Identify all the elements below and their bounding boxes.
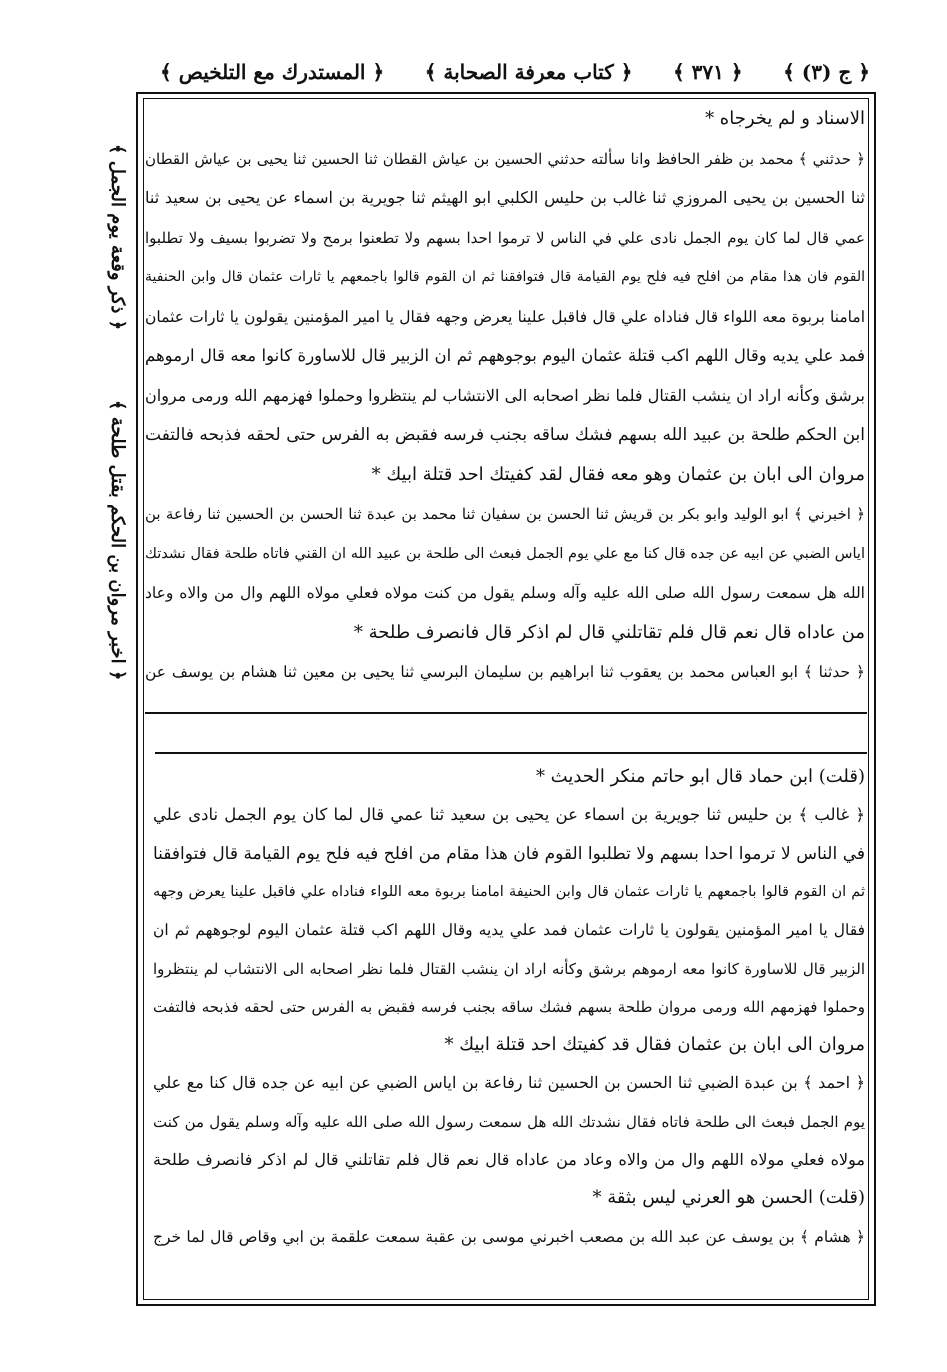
text-line: ﴿ هشام ﴾ بن يوسف عن عبد الله بن مصعب اخبرني موسى بن عقبة سمعت علقمة بن ابي وقاص قال لما خرج	[153, 1227, 865, 1246]
header-page-number: ﴿ ٣٧١ ﴾	[672, 60, 743, 84]
text-line: ثم ان القوم قالوا باجمعهم يا ثارات عثمان قال وابن الحنيفة امامنا بربوة معه اللواء فناداه علي فاقبل علينا يعرض وجهه	[153, 883, 865, 900]
text-line: الاسناد و لم يخرجاه *	[705, 108, 865, 129]
text-line: (قلت) الحسن هو العرني ليس بثقة *	[592, 1187, 865, 1209]
talkhis-top-rule	[155, 752, 867, 754]
text-line: الزبير قال للاساورة كانوا معه ارموهم برشق وكأنه اراد ان ينشب القتال فلما نظر اصحابه الى الانتشاب لم ينتظروا	[153, 959, 865, 978]
text-line: مروان الى ابان بن عثمان فقال قد كفيتك احد قتلة ابيك *	[444, 1034, 865, 1056]
running-header	[160, 52, 870, 92]
header-book-title: ﴿ المستدرك مع التلخيص ﴾	[160, 60, 385, 84]
text-line: ﴿ حدثنا ﴾ ابو العباس محمد بن يعقوب ثنا ابراهيم بن سليمان البرسي ثنا يحيى بن معين ثنا هشام بن يوسف عن	[145, 663, 865, 681]
text-line: مولاه فعلي مولاه اللهم وال من والاه وعاد من عاداه قال نعم قال فلم تقاتلني قال لم اذكر فانصرف طلحة	[153, 1150, 865, 1169]
margin-note: ﴿ ذكر وقعة يوم الجمل ﴾	[107, 143, 128, 330]
text-line: ﴿ غالب ﴾ بن حليس ثنا جويرية بن اسماء عن يحيى بن سعيد ثنا عمي قال لما كان يوم الجمل نادى علي	[153, 805, 865, 825]
text-line: الله هل سمعت رسول الله صلى الله عليه وآله وسلم يقول من كنت مولاه فعلي مولاه اللهم وال من والاه وعاد	[145, 584, 865, 602]
text-line: يوم الجمل فبعث الى طلحة فاتاه فقال نشدتك الله هل سمعت رسول الله صلى الله عليه وآله وسلم يقول من كنت	[153, 1112, 865, 1131]
text-line: فقال يا امير المؤمنين يقولون يا ثارات عثمان فمد علي يديه وقال اللهم اكب قتلة عثمان اليوم لوجوههم ثم ان	[153, 921, 865, 940]
text-line: ابن الحكم طلحة بن عبيد الله بسهم فشك ساقه بجنب فرسه فقبض به الفرس حتى لحقه فذبحه فالتفت	[145, 425, 865, 445]
footnote-separator	[145, 712, 867, 714]
text-line: مروان الى ابان بن عثمان وهو معه فقال لقد كفيتك احد قتلة ابيك *	[371, 463, 865, 485]
margin-note: ﴿ اخبر مروان بن الحكم بقتل طلحة ﴾	[107, 399, 128, 680]
header-volume: ﴿ ج (٣) ﴾	[783, 60, 870, 84]
text-line: امامنا بربوة معه اللواء قال فناداه علي قال فاقبل علينا يعرض وجهه فقال يا امير المؤمنين يقولون يا ثارات عثمان	[145, 307, 865, 326]
text-line: من عاداه قال نعم قال فلم تقاتلني قال لم اذكر قال فانصرف طلحة *	[353, 621, 865, 643]
text-line: القوم فان هذا مقام من افلح فيه فلح يوم القيامة قال فتوافقنا ثم ان القوم قالوا باجمعهم يا ثارات عثمان قال وابن الحنفية	[145, 269, 865, 285]
text-line: وحملوا فهزمهم الله ورمى مروان طلحة بسهم فشك ساقه بجنب فرسه فقبض به الفرس حتى لحقه فذبحه فالتفت	[153, 997, 865, 1016]
text-line: في الناس لا ترموا احدا بسهم ولا تطلبوا القوم فان هذا مقام من افلح فيه فلح يوم القيامة قال فتوافقنا	[153, 843, 865, 864]
text-line: ﴿ اخبرني ﴾ ابو الوليد وابو بكر بن قريش ثنا الحسن بن سفيان ثنا محمد بن عبدة ثنا الحسن بن الحسين ثنا رفاعة بن	[145, 505, 865, 523]
text-line: اياس الضبي عن ابيه عن جده قال كنا مع علي يوم الجمل فبعث الى طلحة بن عبيد الله ان القني فاتاه طلحة فقال نشدتك	[145, 545, 865, 562]
text-line: عمي قال لما كان يوم الجمل نادى علي في الناس لا ترموا احدا بسهم ولا تطعنوا برمح ولا تضربوا بسيف ولا تطلبوا	[145, 228, 865, 247]
text-line: ﴿ حدثني ﴾ محمد بن ظفر الحافظ وانا سألته حدثني الحسين بن عياش القطان ثنا الحسين ثنا يحيى بن عياش القطان	[145, 149, 865, 168]
text-line: فمد علي يديه وقال اللهم اكب قتلة عثمان اليوم بوجوههم ثم ان الزبير قال للاساورة كانوا معه قال ارموهم	[145, 346, 865, 365]
text-line: ﴿ احمد ﴾ بن عبدة الضبي ثنا الحسن بن الحسين ثنا رفاعة بن اياس الضبي عن ابيه عن جده قال كنا مع علي	[153, 1073, 865, 1093]
text-line: (قلت) ابن حماد قال ابو حاتم منكر الحديث *	[535, 766, 865, 787]
text-line: ثنا الحسين بن يحيى المروزي ثنا غالب بن حليس الكلبي ابو الهيثم ثنا جويرية بن اسماء عن يحيى بن سعيد ثنا	[145, 188, 865, 207]
header-section-title: ﴿ كتاب معرفة الصحابة ﴾	[424, 60, 633, 84]
text-line: برشق وكأنه اراد ان ينشب القتال فلما نظر اصحابه الى الانتشاب لم ينتظروا وحملوا فهزمهم الله ورمى مروان	[145, 385, 865, 405]
